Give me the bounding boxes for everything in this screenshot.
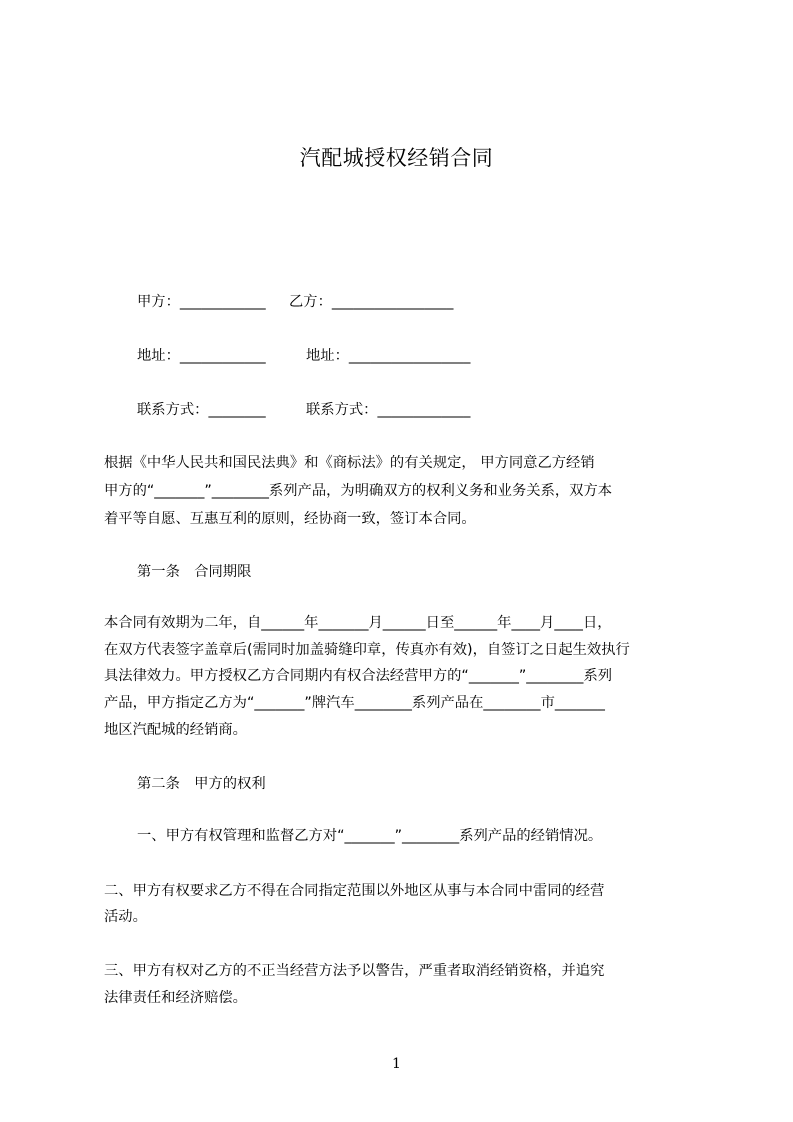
article-2-item-2-line: 二、甲方有权要求乙方不得在合同指定范围以外地区从事与本合同中雷同的经营 — [104, 883, 605, 899]
contact-a-field: 联系方式：________ — [137, 402, 266, 418]
document-title: 汽配城授权经销合同 — [299, 146, 494, 170]
article-1-line: 具法律效力。甲方授权乙方合同期内有权合法经营甲方的“_______”________系列 — [104, 668, 613, 684]
preamble-line: 着平等自愿、互惠互利的原则，经协商一致，签订本合同。 — [104, 511, 476, 527]
article-2-item-3-line: 法律责任和经济赔偿。 — [104, 990, 247, 1006]
article-1-line: 在双方代表签字盖章后(需同时加盖骑缝印章，传真亦有效)，自签订之日起生效执行 — [104, 642, 630, 658]
party-a-field: 甲方：____________ — [137, 294, 266, 310]
article-1-line: 产品，甲方指定乙方为“_______”牌汽车________系列产品在________市_______ — [104, 695, 605, 711]
address-a-field: 地址：____________ — [137, 348, 266, 364]
preamble-line: 根据《中华人民共和国民法典》和《商标法》的有关规定， 甲方同意乙方经销 — [104, 455, 595, 471]
article-1-line: 本合同有效期为二年，自______年_______月______日至______年____月____日， — [104, 615, 612, 631]
contact-b-field: 联系方式：_____________ — [306, 402, 471, 418]
party-b-field: 乙方：_________________ — [289, 294, 454, 310]
article-2-heading: 第二条 甲方的权利 — [137, 776, 266, 792]
article-1-heading: 第一条 合同期限 — [137, 564, 252, 580]
article-2-item-3-line: 三、甲方有权对乙方的不正当经营方法予以警告，严重者取消经销资格，并追究 — [104, 963, 605, 979]
preamble-line: 甲方的“_______”________系列产品，为明确双方的权利义务和业务关系，双方本 — [104, 483, 613, 499]
article-2-item-1: 一、甲方有权管理和监督乙方对“_______”________系列产品的经销情况。 — [137, 828, 603, 844]
address-b-field: 地址：_________________ — [306, 348, 471, 364]
page-number: 1 — [392, 1056, 401, 1072]
article-1-line: 地区汽配城的经销商。 — [104, 722, 247, 738]
article-2-item-2-line: 活动。 — [104, 909, 147, 925]
